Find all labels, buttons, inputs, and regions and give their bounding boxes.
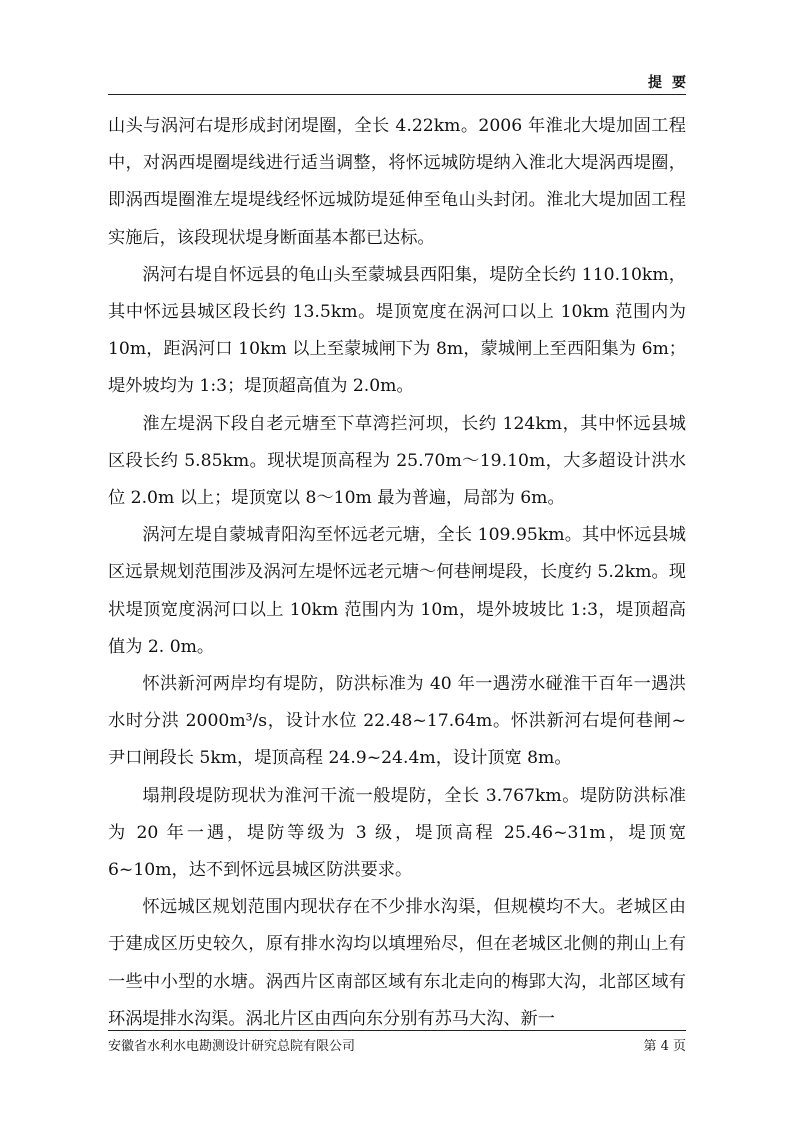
page-footer xyxy=(108,1030,686,1057)
page-header xyxy=(108,70,696,95)
document-body xyxy=(108,108,686,1038)
paragraph-huaizuo-levee: 淮左堤涡下段自老元塘至下草湾拦河坝，长约 124km，其中怀远县城区段长约 5.85km。现状堤顶高程为 25.70m～19.10m，大多超设计洪水位 2.0m 以上；堤顶宽以 8～10m 最为普遍，局部为 6m。 xyxy=(108,413,686,509)
paragraph-continuation: 山头与涡河右堤形成封闭堤圈，全长 4.22km。2006 年淮北大堤加固工程中，对涡西堤圈堤线进行适当调整，将怀远城防堤纳入淮北大堤涡西堤圈，即涡西堤圈淮左堤堤线经怀远城防堤延伸至龟山头封闭。淮北大堤加固工程实施后，该段现状堤身断面基本都已达标。 xyxy=(108,116,686,248)
paragraph-huaihong-river: 怀洪新河两岸均有堤防，防洪标准为 40 年一遇涝水碰淮干百年一遇洪水时分洪 2000m³/s，设计水位 22.48~17.64m。怀洪新河右堤何巷闸~尹口闸段长 5km，堤顶高程 24.9~24.4m，设计顶宽 8m。 xyxy=(108,674,686,769)
paragraph-guoheyou-levee: 涡河右堤自怀远县的龟山头至蒙城县西阳集，堤防全长约 110.10km，其中怀远县城区段长约 13.5km。堤顶宽度在涡河口以上 10km 范围内为 10m，距涡河口 10km 以上至蒙城闸下为 8m，蒙城闸上至西阳集为 6m；堤外坡均为 1:3；堤顶超高值为 2.0m。 xyxy=(108,264,686,397)
footer-page-number: 第 4 页 xyxy=(643,1039,686,1054)
paragraph-guohezuo-levee: 涡河左堤自蒙城青阳沟至怀远老元塘，全长 109.95km。其中怀远县城区远景规划范围涉及涡河左堤怀远老元塘～何巷闸堤段，长度约 5.2km。现状堤顶宽度涡河口以上 10km 范围内为 10m，堤外坡坡比 1:3，堤顶超高值为 2. 0m。 xyxy=(108,525,686,657)
header-title: 提要 xyxy=(648,75,696,91)
paragraph-drainage-channels: 怀远城区规划范围内现状存在不少排水沟渠，但规模均不大。老城区由于建成区历史较久，原有排水沟均以填埋殆尽，但在老城区北侧的荆山上有一些中小型的水塘。涡西片区南部区域有东北走向的梅郢大沟，北部区域有环涡堤排水沟渠。涡北片区由西向东分别有苏马大沟、新一 xyxy=(108,897,686,1029)
footer-organization: 安徽省水利水电勘测设计研究总院有限公司 xyxy=(108,1039,356,1054)
paragraph-tajing-levee: 塌荆段堤防现状为淮河干流一般堤防，全长 3.767km。堤防防洪标准为 20 年一遇，堤防等级为 3 级，堤顶高程 25.46~31m，堤顶宽 6~10m，达不到怀远县城区防洪要求。 xyxy=(108,785,686,881)
